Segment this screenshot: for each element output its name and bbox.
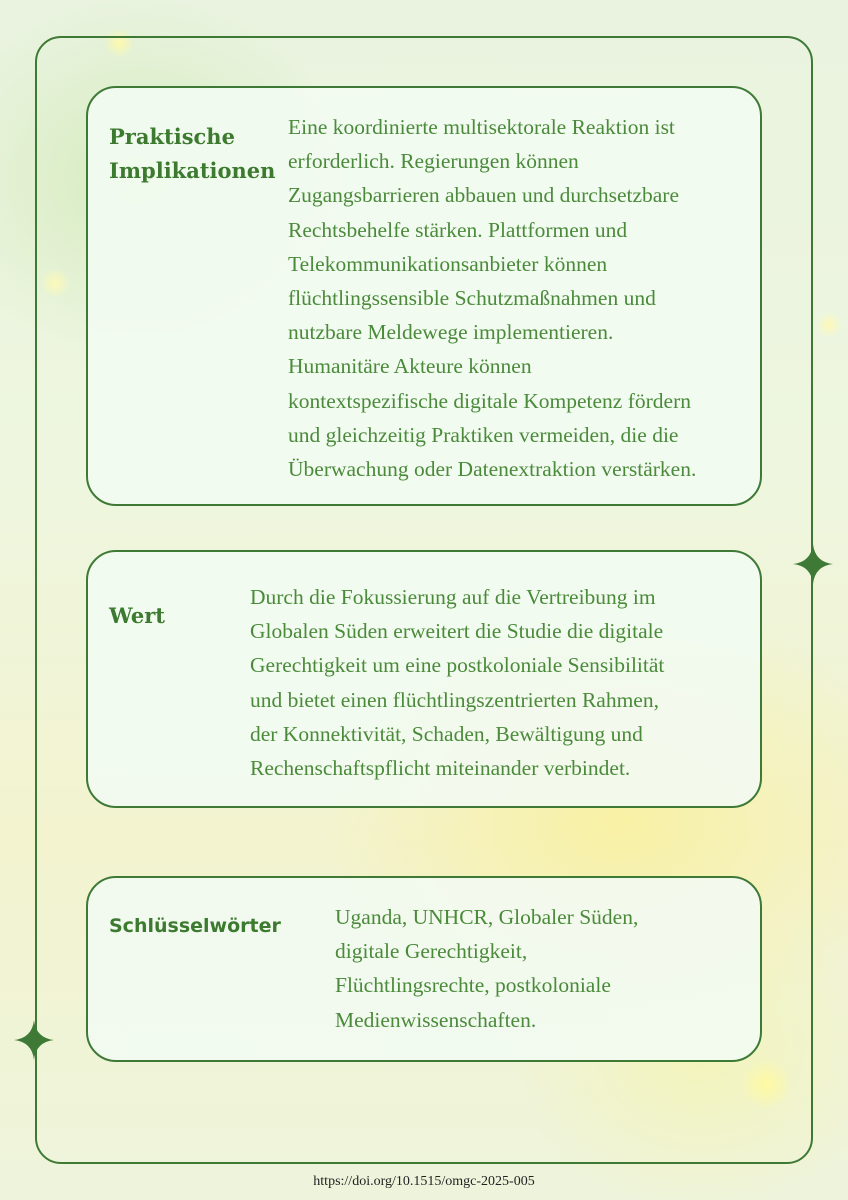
value-card	[86, 550, 762, 808]
section-body: Eine koordinierte multisektorale Reaktion ist erforderlich. Regierungen können Zugangsbarrieren abbauen und durchsetzbare Rechtsbehelfe stärken. Plattformen und Telekommunikationsanbieter können flüchtlingssensible Schutzmaßnahmen und nutzbare Meldewege implementieren. Humanitäre Akteure können kontextspezifische digitale Kompetenz fördern und gleichzeitig Praktiken vermeiden, die die Überwachung oder Datenextraktion verstärken.	[288, 115, 697, 482]
section-body: Uganda, UNHCR, Globaler Süden, digitale Gerechtigkeit, Flüchtlingsrechte, postkoloniale Medienwissenschaften.	[335, 905, 639, 1032]
section-label: Praktische Implikationen	[109, 124, 276, 183]
section-label: Schlüsselwörter	[109, 915, 281, 937]
sparkle-star-icon	[14, 1020, 54, 1060]
section-label: Wert	[109, 603, 165, 628]
glow-dot	[816, 312, 842, 338]
practical-implications-card	[86, 86, 762, 506]
sparkle-star-icon	[793, 544, 833, 584]
keywords-card	[86, 876, 762, 1062]
section-body: Durch die Fokussierung auf die Vertreibung im Globalen Süden erweitert die Studie die digitale Gerechtigkeit um eine postkoloniale Sensibilität und bietet einen flüchtlingszentrierten Rahmen, der Konnektivität, Schaden, Bewältigung und Rechenschaftspflicht miteinander verbindet.	[250, 585, 665, 781]
doi-link[interactable]: https://doi.org/10.1515/omgc-2025-005	[313, 1174, 535, 1189]
